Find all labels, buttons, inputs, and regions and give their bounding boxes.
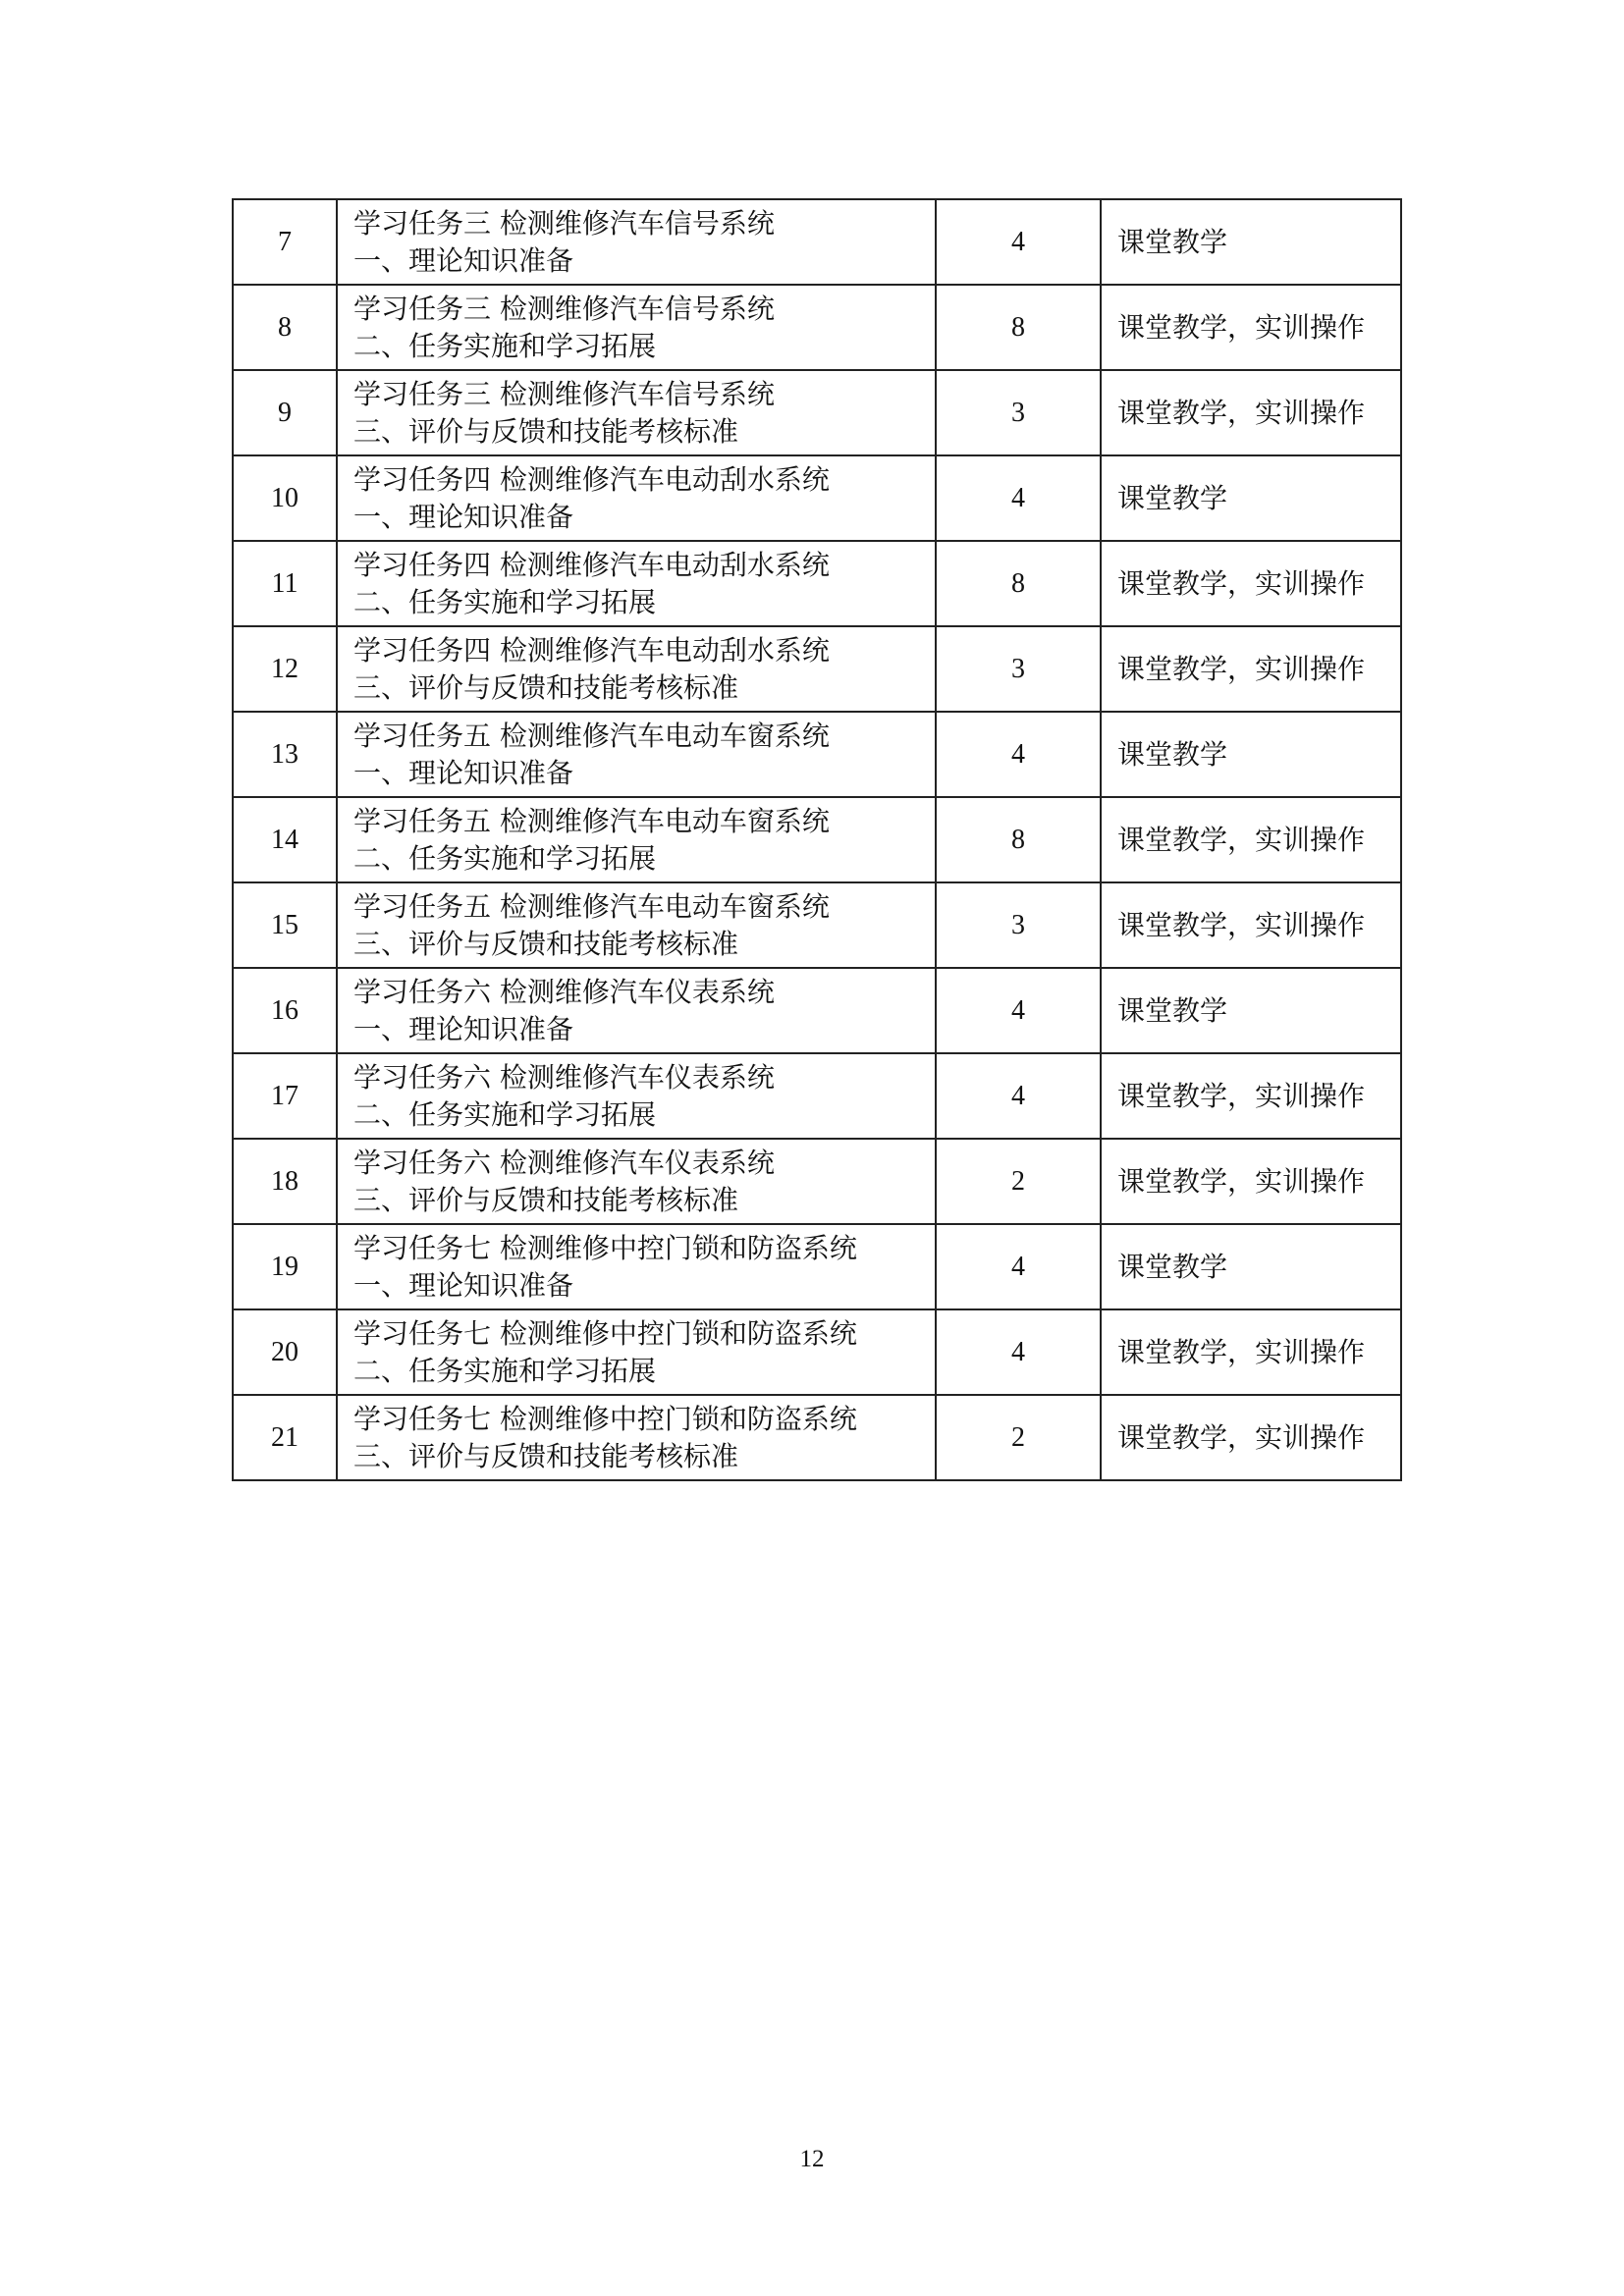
row-number: 20 (233, 1309, 337, 1395)
task-content (337, 1309, 936, 1395)
task-content (337, 968, 936, 1053)
class-hours: 2 (936, 1395, 1101, 1480)
task-content (337, 797, 936, 882)
task-content (337, 712, 936, 797)
teaching-method: 课堂教学 (1101, 1224, 1401, 1309)
teaching-method: 课堂教学，实训操作 (1101, 626, 1401, 712)
task-title: 学习任务三 检测维修汽车信号系统 (353, 206, 775, 240)
teaching-method: 课堂教学，实训操作 (1101, 1053, 1401, 1139)
task-title: 学习任务五 检测维修汽车电动车窗系统 (353, 719, 830, 752)
teaching-method: 课堂教学，实训操作 (1101, 370, 1401, 455)
class-hours: 3 (936, 626, 1101, 712)
row-number: 10 (233, 455, 337, 541)
table-row (233, 199, 1401, 285)
teaching-method: 课堂教学，实训操作 (1101, 1309, 1401, 1395)
task-stage: 二、任务实施和学习拓展 (353, 1097, 657, 1131)
task-content (337, 1395, 936, 1480)
class-hours: 4 (936, 1309, 1101, 1395)
table-row (233, 1224, 1401, 1309)
task-content (337, 455, 936, 541)
task-title: 学习任务四 检测维修汽车电动刮水系统 (353, 462, 830, 496)
row-number: 14 (233, 797, 337, 882)
task-title: 学习任务七 检测维修中控门锁和防盗系统 (353, 1316, 857, 1350)
row-number: 17 (233, 1053, 337, 1139)
table-row (233, 882, 1401, 968)
task-stage: 二、任务实施和学习拓展 (353, 1354, 657, 1387)
task-stage: 三、评价与反馈和技能考核标准 (353, 927, 739, 960)
task-content (337, 541, 936, 626)
table-row (233, 797, 1401, 882)
task-stage: 三、评价与反馈和技能考核标准 (353, 414, 739, 448)
task-title: 学习任务六 检测维修汽车仪表系统 (353, 1060, 775, 1094)
task-title: 学习任务三 检测维修汽车信号系统 (353, 292, 775, 325)
teaching-method: 课堂教学 (1101, 968, 1401, 1053)
row-number: 15 (233, 882, 337, 968)
class-hours: 3 (936, 882, 1101, 968)
row-number: 21 (233, 1395, 337, 1480)
table-row (233, 1395, 1401, 1480)
task-title: 学习任务四 检测维修汽车电动刮水系统 (353, 633, 830, 667)
teaching-method: 课堂教学，实训操作 (1101, 797, 1401, 882)
task-title: 学习任务三 检测维修汽车信号系统 (353, 377, 775, 410)
table-row (233, 370, 1401, 455)
class-hours: 8 (936, 285, 1101, 370)
task-stage: 一、理论知识准备 (353, 1012, 574, 1045)
task-stage: 三、评价与反馈和技能考核标准 (353, 1183, 739, 1216)
class-hours: 8 (936, 541, 1101, 626)
class-hours: 4 (936, 1224, 1101, 1309)
task-title: 学习任务五 检测维修汽车电动车窗系统 (353, 889, 830, 923)
row-number: 8 (233, 285, 337, 370)
task-stage: 一、理论知识准备 (353, 500, 574, 533)
class-hours: 4 (936, 968, 1101, 1053)
task-title: 学习任务五 检测维修汽车电动车窗系统 (353, 804, 830, 837)
task-title: 学习任务七 检测维修中控门锁和防盗系统 (353, 1231, 857, 1264)
class-hours: 4 (936, 712, 1101, 797)
task-stage: 一、理论知识准备 (353, 243, 574, 277)
task-stage: 二、任务实施和学习拓展 (353, 585, 657, 618)
task-content (337, 1053, 936, 1139)
task-title: 学习任务六 检测维修汽车仪表系统 (353, 975, 775, 1008)
table-row (233, 968, 1401, 1053)
class-hours: 4 (936, 199, 1101, 285)
row-number: 13 (233, 712, 337, 797)
task-title: 学习任务四 检测维修汽车电动刮水系统 (353, 548, 830, 581)
row-number: 19 (233, 1224, 337, 1309)
class-hours: 3 (936, 370, 1101, 455)
task-stage: 二、任务实施和学习拓展 (353, 329, 657, 362)
task-content (337, 882, 936, 968)
task-content (337, 1224, 936, 1309)
schedule-table-body (233, 199, 1401, 1480)
task-content (337, 199, 936, 285)
teaching-method: 课堂教学 (1101, 455, 1401, 541)
row-number: 11 (233, 541, 337, 626)
task-stage: 二、任务实施和学习拓展 (353, 841, 657, 875)
table-row (233, 1139, 1401, 1224)
schedule-table (232, 198, 1402, 1481)
task-content (337, 285, 936, 370)
teaching-method: 课堂教学，实训操作 (1101, 1395, 1401, 1480)
task-content (337, 1139, 936, 1224)
class-hours: 4 (936, 1053, 1101, 1139)
teaching-method: 课堂教学 (1101, 712, 1401, 797)
task-stage: 三、评价与反馈和技能考核标准 (353, 1439, 739, 1472)
task-content (337, 370, 936, 455)
page-number: 12 (799, 2146, 825, 2172)
table-row (233, 541, 1401, 626)
teaching-method: 课堂教学，实训操作 (1101, 285, 1401, 370)
task-title: 学习任务七 检测维修中控门锁和防盗系统 (353, 1402, 857, 1435)
task-title: 学习任务六 检测维修汽车仪表系统 (353, 1146, 775, 1179)
class-hours: 2 (936, 1139, 1101, 1224)
task-stage: 一、理论知识准备 (353, 756, 574, 789)
table-row (233, 712, 1401, 797)
task-content (337, 626, 936, 712)
table-row (233, 1053, 1401, 1139)
row-number: 18 (233, 1139, 337, 1224)
row-number: 9 (233, 370, 337, 455)
teaching-method: 课堂教学，实训操作 (1101, 1139, 1401, 1224)
task-stage: 三、评价与反馈和技能考核标准 (353, 670, 739, 704)
table-row (233, 1309, 1401, 1395)
class-hours: 4 (936, 455, 1101, 541)
row-number: 12 (233, 626, 337, 712)
table-row (233, 285, 1401, 370)
teaching-method: 课堂教学，实训操作 (1101, 882, 1401, 968)
table-row (233, 626, 1401, 712)
table-row (233, 455, 1401, 541)
teaching-method: 课堂教学，实训操作 (1101, 541, 1401, 626)
class-hours: 8 (936, 797, 1101, 882)
teaching-method: 课堂教学 (1101, 199, 1401, 285)
row-number: 16 (233, 968, 337, 1053)
task-stage: 一、理论知识准备 (353, 1268, 574, 1302)
row-number: 7 (233, 199, 337, 285)
